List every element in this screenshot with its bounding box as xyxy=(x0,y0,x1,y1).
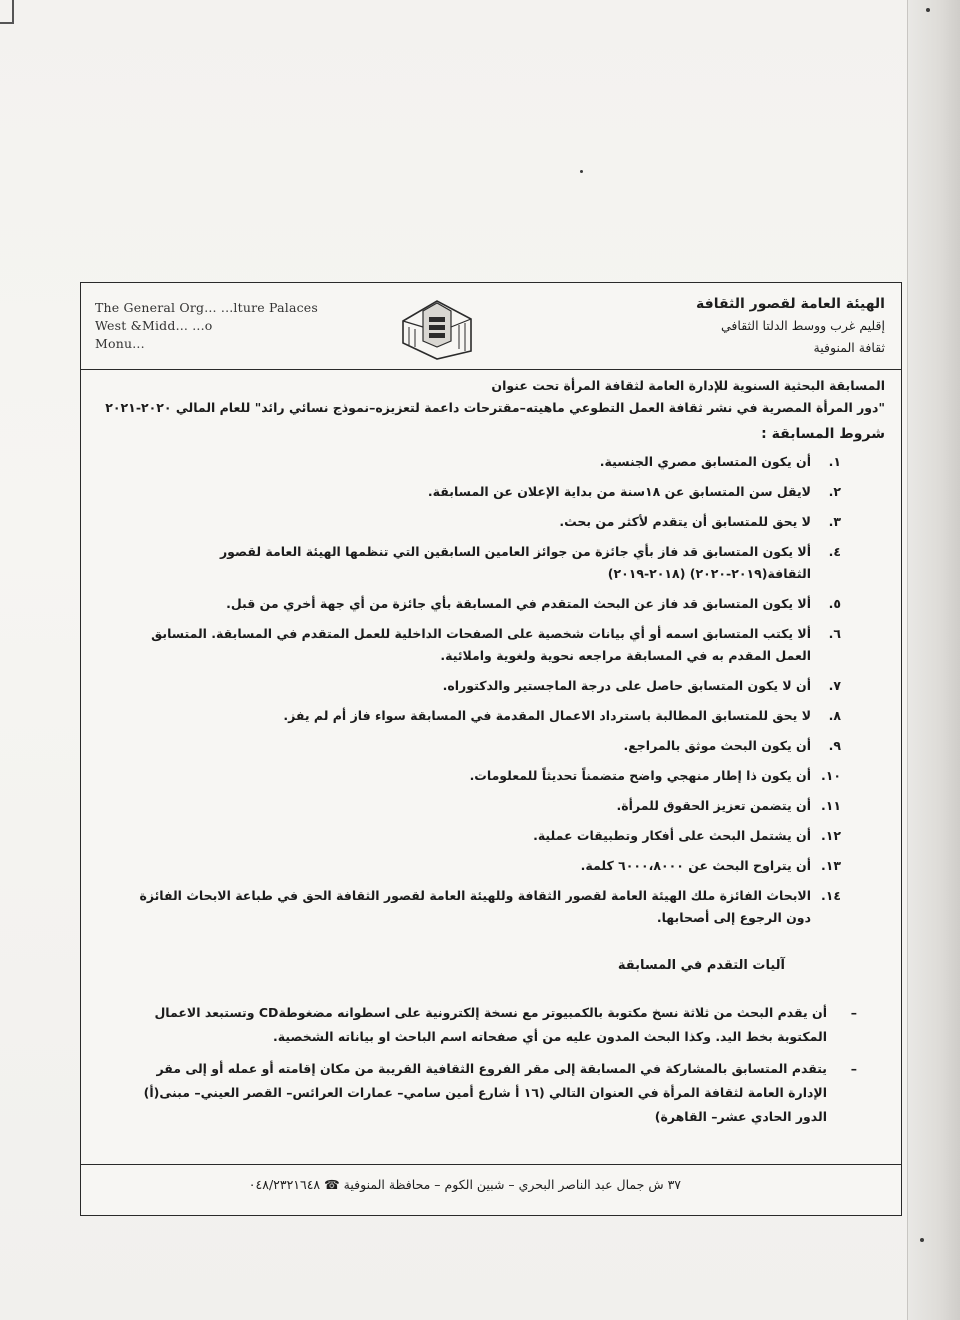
condition-item xyxy=(135,735,841,757)
condition-item xyxy=(135,765,841,787)
mechanism-text: يتقدم المتسابق بالمشاركة في المسابقة إلى مقر الفروع الثقافية القريبة من مكان إقامته أو عمله أو إلى مقر الإدارة العامة لثقافة المرأة في العنوان التالي (١٦ أ شارع أمين سامي– عمارات العرائس– القصر العيني– مبنى(أ) الدور الحادي عشر– القاهرة) xyxy=(143,1061,827,1124)
condition-number: ٩. xyxy=(828,738,841,753)
governorate-name-ar: ثقافة المنوفية xyxy=(813,340,885,355)
condition-number: ٣. xyxy=(828,514,841,529)
mechanism-bullet: – xyxy=(850,1005,857,1020)
condition-number: ١١. xyxy=(820,798,841,813)
letterhead-footer xyxy=(81,1164,901,1215)
scan-corner-mark xyxy=(0,0,14,24)
condition-item xyxy=(135,885,841,929)
scan-speck xyxy=(580,170,583,173)
condition-item xyxy=(135,451,841,473)
condition-number: ٨. xyxy=(828,708,841,723)
region-name-en: West &Midd... ...o xyxy=(95,318,213,333)
document-page xyxy=(80,282,902,1216)
condition-number: ١٣. xyxy=(820,858,841,873)
condition-text: ألا يكون المتسابق قد فاز عن البحث المتقدم في المسابقة بأي جائزة من أي جهة أخري من قبل. xyxy=(226,596,811,611)
condition-number: ٦. xyxy=(828,626,841,641)
mechanism-text: أن يقدم البحث من ثلاثة نسخ مكتوبة بالكمبيوتر مع نسخة إلكترونية على اسطوانه مضغوطةCD وتستبعد الاعمال المكتوبة بخط اليد. وكذا البحث المدون عليه من أي صفحاته اسم الباحث او بياناته الشخصية. xyxy=(154,1005,827,1044)
letterhead-arabic xyxy=(696,293,885,359)
conditions-list xyxy=(99,451,885,929)
condition-number: ١. xyxy=(828,454,841,469)
mechanism-item xyxy=(139,1001,857,1049)
condition-text: لا يحق للمتسابق أن يتقدم لأكثر من بحث. xyxy=(559,514,811,529)
letterhead-english xyxy=(95,299,318,353)
condition-text: أن يكون ذا إطار منهجي واضح متضمناً تحديثاً للمعلومات. xyxy=(469,768,811,783)
org-name-en: The General Org... ...lture Palaces xyxy=(95,300,319,315)
condition-number: ٧. xyxy=(828,678,841,693)
org-name-ar: الهيئة العامة لقصور الثقافة xyxy=(696,296,885,312)
condition-item xyxy=(135,593,841,615)
condition-item xyxy=(135,795,841,817)
conditions-heading: شروط المسابقة : xyxy=(761,426,885,442)
condition-text: أن يشتمل البحث على أفكار وتطبيقات عملية. xyxy=(533,828,811,843)
condition-item xyxy=(135,481,841,503)
condition-number: ٢. xyxy=(828,484,841,499)
condition-text: أن لا يكون المتسابق حاصل على درجة الماجستير والدكتوراه. xyxy=(442,678,811,693)
condition-item xyxy=(135,675,841,697)
condition-text: لايقل سن المتسابق عن ١٨سنة من بداية الإعلان عن المسابقة. xyxy=(427,484,811,499)
condition-text: أن يكون المتسابق مصري الجنسية. xyxy=(599,454,811,469)
condition-text: أن يكون البحث موثق بالمراجع. xyxy=(623,738,811,753)
condition-item xyxy=(135,705,841,727)
condition-item xyxy=(135,855,841,877)
condition-number: ١٤. xyxy=(820,888,841,903)
condition-number: ١٠. xyxy=(820,768,841,783)
condition-text: لا يحق للمتسابق المطالبة باسترداد الاعمال المقدمة في المسابقة سواء فاز أم لم يفز. xyxy=(283,708,811,723)
scan-speck xyxy=(920,1238,924,1242)
mechanism-item xyxy=(139,1057,857,1129)
condition-item xyxy=(135,825,841,847)
condition-text: أن يتضمن تعزيز الحقوق للمرأة. xyxy=(616,798,811,813)
condition-text: ألا يكتب المتسابق اسمه أو أي بيانات شخصية على الصفحات الداخلية للعمل المتقدم في المسابقة. المتسابق العمل المقدم به في المسابقة مراجعه نحوية ولغوية واملائية. xyxy=(151,626,811,663)
competition-subject: "دور المرأة المصرية في نشر ثقافة العمل التطوعي ماهيته–مقترحات داعمة لتعزيزه–نموذج نسائي رائد" للعام المالي ٢٠٢٠-٢٠٢١ xyxy=(105,400,885,415)
governorate-name-en: Monu... xyxy=(95,336,145,351)
condition-number: ١٢. xyxy=(820,828,841,843)
scan-speck xyxy=(926,8,930,12)
region-name-ar: إقليم غرب ووسط الدلتا الثقافي xyxy=(721,318,885,333)
document-body xyxy=(99,375,885,1137)
condition-item xyxy=(135,511,841,533)
condition-text: أن يتراوح البحث عن ٦٠٠٠،٨٠٠٠ كلمة. xyxy=(580,858,811,873)
mechanism-bullet: – xyxy=(850,1061,857,1076)
culture-palaces-logo xyxy=(389,291,485,361)
mechanisms-heading: آليات التقدم في المسابقة xyxy=(617,958,785,973)
mechanisms-list xyxy=(99,1001,885,1129)
scan-right-edge xyxy=(907,0,960,1320)
condition-text: ألا يكون المتسابق قد فاز بأي جائزة من جوائز العامين السابقين التي تنظمها الهيئة العامة لقصور الثقافة(٢٠١٩-٢٠٢٠) (٢٠١٨-٢٠١٩) xyxy=(219,544,811,581)
competition-title: المسابقة البحثية السنوية للإدارة العامة لثقافة المرأة تحت عنوان xyxy=(491,378,885,393)
letterhead xyxy=(81,283,901,370)
condition-item xyxy=(135,623,841,667)
condition-item xyxy=(135,541,841,585)
condition-number: ٤. xyxy=(828,544,841,559)
footer-address: ٣٧ ش جمال عبد الناصر البحري – شبين الكوم – محافظة المنوفية ☎ ٠٤٨/٢٣٢١٦٤٨ xyxy=(248,1177,681,1192)
condition-text: الابحاث الفائزة ملك الهيئة العامة لقصور الثقافة وللهيئة العامة لقصور الثقافة الحق في طباعة الابحاث الفائزة دون الرجوع إلى أصحابها. xyxy=(139,888,811,925)
condition-number: ٥. xyxy=(828,596,841,611)
